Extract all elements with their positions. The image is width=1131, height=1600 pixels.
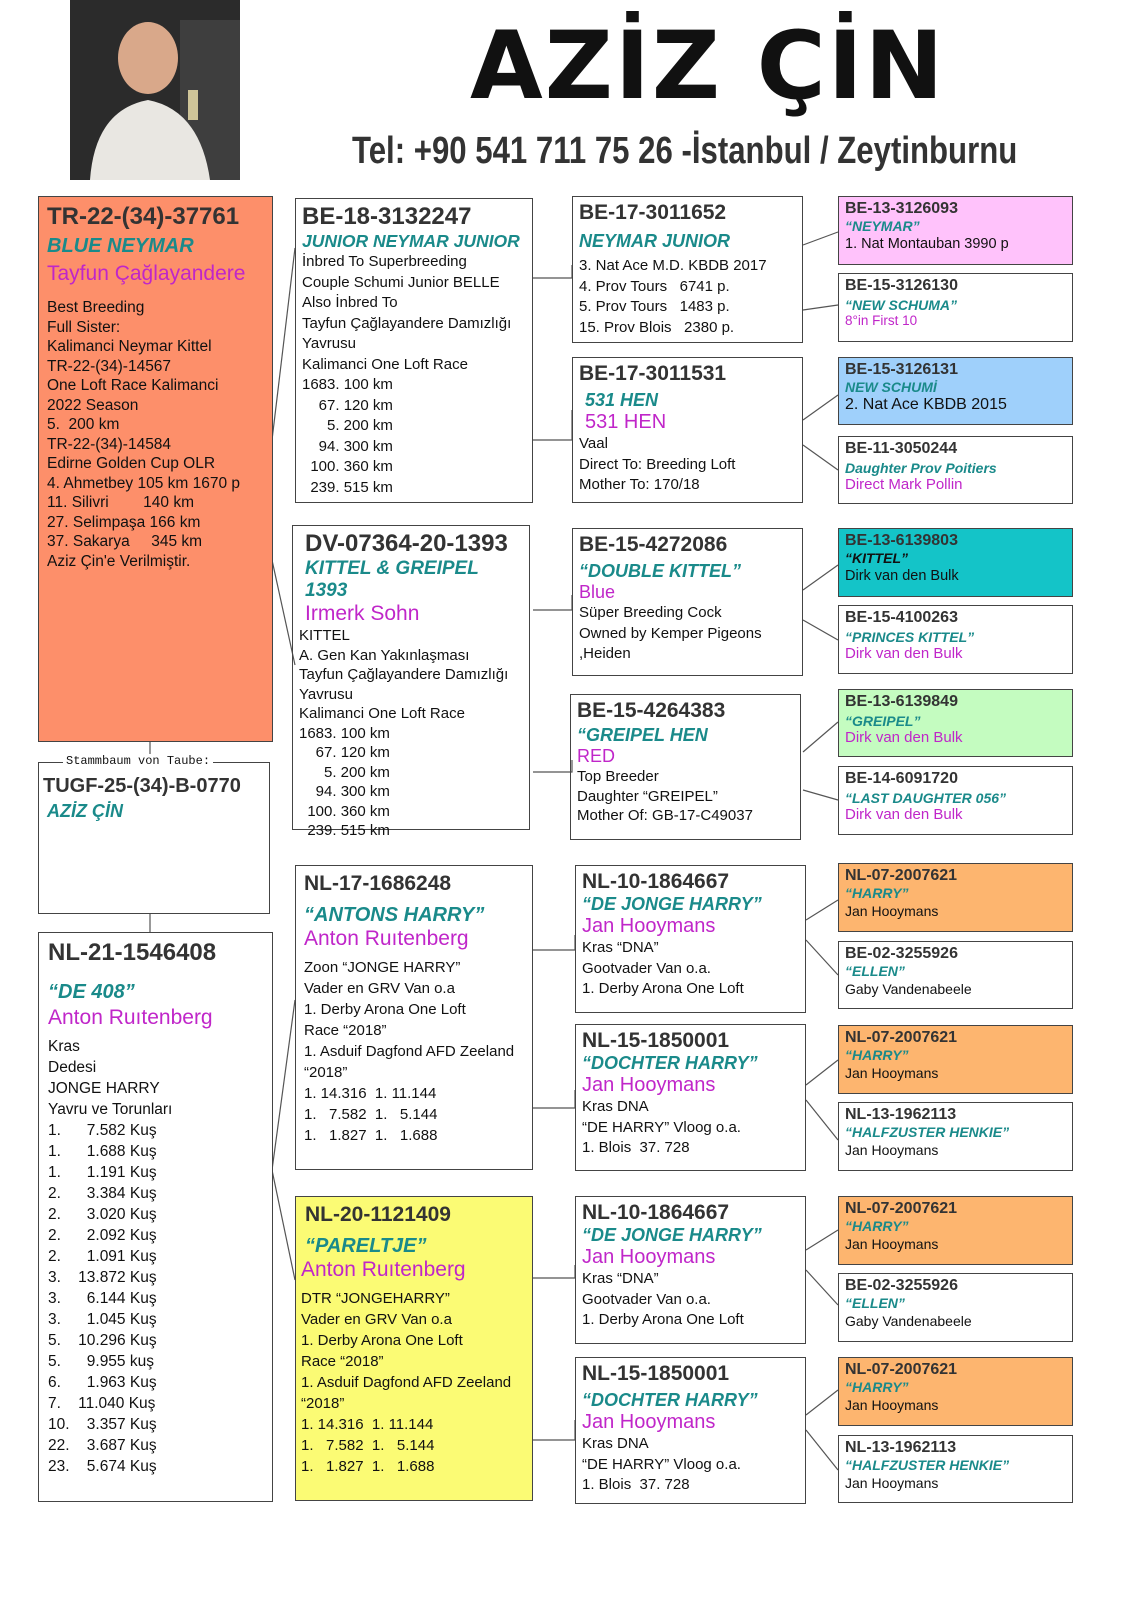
ring-number: NL-17-1686248: [304, 872, 452, 895]
gen4-box-12: [838, 1102, 1073, 1171]
dam-line: 22. 3.687 Kuş: [48, 1437, 157, 1454]
ring-number: NL-15-1850001: [582, 1362, 730, 1385]
pigeon-name: “HARRY”: [845, 1218, 909, 1234]
gen4-box-13: [838, 1196, 1073, 1265]
ring-number: DV-07364-20-1393: [305, 530, 508, 557]
info-line: Kras “DNA”: [582, 1270, 659, 1287]
info-line: 100. 360 km: [302, 458, 393, 475]
dam-line: 5. 9.955 kuş: [48, 1353, 154, 1370]
info-line: Direct To: Breeding Loft: [579, 455, 736, 473]
ring-number: BE-14-6091720: [845, 770, 958, 787]
info-line: Yavrusu: [299, 685, 353, 703]
info-line: Kras DNA: [582, 1435, 649, 1452]
gen4-box-16: [838, 1435, 1073, 1503]
ring-number: NL-13-1962113: [845, 1439, 957, 1456]
gen3-box-3: [572, 528, 803, 676]
breeder-name: RED: [577, 746, 616, 766]
gen4-box-15: [838, 1357, 1073, 1426]
info-line: Gootvader Van o.a.: [582, 1290, 711, 1308]
dam-line: 1. 1.191 Kuş: [48, 1164, 157, 1181]
info-line: 1. 7.582 1. 5.144: [304, 1106, 438, 1123]
info-line: A. Gen Kan Yakınlaşması: [299, 646, 470, 664]
info-line: Vader en GRV Van o.a: [301, 1311, 452, 1328]
dam-line: 6. 1.963 Kuş: [48, 1374, 157, 1391]
ring-number: BE-15-4100263: [845, 609, 958, 626]
sire-line: Best Breeding: [47, 299, 145, 316]
info-line: 5. 200 km: [302, 417, 393, 434]
info-line: 239. 515 km: [302, 478, 393, 496]
info-line: İnbred To Superbreeding: [302, 253, 467, 270]
dam-line: 5. 10.296 Kuş: [48, 1332, 157, 1349]
gen3-box-5: [575, 865, 806, 1013]
sire-line: Full Sister:: [47, 318, 121, 336]
info-line: 1. 14.316 1. 11.144: [301, 1416, 434, 1433]
sire-line: TR-22-(34)-14584: [47, 435, 172, 453]
pigeon-name: “HALFZUSTER HENKIE”: [845, 1124, 1010, 1140]
dam-name: “DE 408”: [48, 981, 135, 1003]
pigeon-name: “DOCHTER HARRY”: [582, 1053, 758, 1073]
dam-line: 2. 3.384 Kuş: [48, 1185, 157, 1202]
pigeon-name: KITTEL & GREIPEL 1393: [305, 558, 479, 601]
sire-line: TR-22-(34)-14567: [47, 357, 172, 375]
page-title: AZİZ ÇİN: [470, 12, 946, 121]
pigeon-name: JUNIOR NEYMAR JUNIOR: [302, 231, 520, 251]
breeder-name: 8°in First 10: [845, 313, 918, 328]
ring-number: BE-15-4272086: [579, 533, 728, 556]
info-line: 239. 515 km: [299, 822, 390, 839]
ring-number: BE-13-6139849: [845, 693, 958, 710]
sire-line: 2022 Season: [47, 396, 139, 414]
info-line: Kras DNA: [582, 1098, 649, 1115]
dam-breeder: Anton Ruıtenberg: [48, 1006, 213, 1029]
ring-number: NL-13-1962113: [845, 1106, 957, 1123]
info-line: Jan Hooymans: [845, 1397, 939, 1413]
info-line: Top Breeder: [577, 768, 659, 785]
gen3-box-4: [570, 694, 801, 840]
info-line: 1. Blois 37. 728: [582, 1476, 690, 1493]
dam-line: 2. 2.092 Kuş: [48, 1227, 157, 1244]
info-line: 67. 120 km: [299, 744, 390, 761]
info-line: 5. Prov Tours 1483 p.: [579, 298, 730, 315]
info-line: Zoon “JONGE HARRY”: [304, 959, 461, 976]
pigeon-name: “LAST DAUGHTER 056”: [845, 790, 1007, 806]
pigeon-name: “NEW SCHUMA”: [845, 297, 957, 313]
dam-line: 1. 1.688 Kuş: [48, 1143, 157, 1160]
pigeon-name: “GREIPEL HEN: [577, 725, 708, 745]
dam-line: 1. 7.582 Kuş: [48, 1122, 157, 1139]
info-line: 1. 7.582 1. 5.144: [301, 1437, 435, 1454]
ring-number: BE-02-3255926: [845, 1277, 958, 1294]
pigeon-name: “DE JONGE HARRY”: [582, 1225, 762, 1245]
info-line: Vader en GRV Van o.a: [304, 980, 455, 997]
ring-number: NL-10-1864667: [582, 1201, 730, 1224]
dam-line: Dedesi: [48, 1059, 97, 1076]
gen2-box-3: [295, 865, 533, 1170]
gen4-box-9: [838, 863, 1073, 932]
info-line: Daughter “GREIPEL”: [577, 787, 718, 805]
gen2-box-2: [292, 525, 530, 839]
info-line: Tayfun Çağlayandere Damızlığı: [299, 666, 509, 683]
gen3-box-7: [575, 1196, 806, 1344]
gen3-box-2: [572, 357, 803, 503]
breeder-name: Dirk van den Bulk: [845, 806, 963, 823]
ring-number: NL-07-2007621: [845, 1361, 958, 1378]
dam-line: 23. 5.674 Kuş: [48, 1458, 157, 1475]
info-line: Race “2018”: [301, 1353, 384, 1370]
pigeon-name: “HARRY”: [845, 885, 909, 901]
breeder-name: Irmerk Sohn: [305, 602, 420, 625]
dam-line: 2. 3.020 Kuş: [48, 1206, 157, 1223]
pigeon-name: “PARELTJE”: [305, 1235, 427, 1257]
breeder-name: Jan Hooymans: [582, 915, 716, 937]
info-line: 15. Prov Blois 2380 p.: [579, 318, 735, 336]
gen4-box-10: [838, 941, 1073, 1009]
info-line: Mother Of: GB-17-C49037: [577, 807, 753, 824]
dam-ring: NL-21-1546408: [48, 939, 217, 966]
pigeon-name: “NEYMAR”: [845, 218, 920, 234]
sire-line: 4. Ahmetbey 105 km 1670 p: [47, 474, 241, 492]
sire-line: Edirne Golden Cup OLR: [47, 455, 216, 472]
sire-line: Aziz Çin'e Verilmiştir.: [47, 552, 191, 570]
pigeon-name: “HARRY”: [845, 1047, 909, 1063]
telephone-line: Tel: +90 541 711 75 26 -İstanbul / Zeytinburnu: [352, 130, 1018, 172]
pigeon-name: “HALFZUSTER HENKIE”: [845, 1457, 1010, 1473]
ring-number: BE-13-3126093: [845, 200, 958, 217]
info-line: Couple Schumi Junior BELLE: [302, 273, 500, 291]
info-line: Jan Hooymans: [845, 903, 939, 919]
info-line: Owned by Kemper Pigeons: [579, 624, 762, 642]
info-line: Jan Hooymans: [845, 1065, 939, 1081]
gen4-box-5: [838, 528, 1073, 597]
ring-number: BE-17-3011531: [579, 362, 727, 385]
gen3-box-8: [575, 1357, 806, 1504]
info-line: 1. Derby Arona One Loft: [304, 1001, 466, 1018]
info-line: 94. 300 km: [302, 437, 393, 455]
stammbaum-box: [38, 754, 270, 914]
info-line: Süper Breeding Cock: [579, 604, 722, 621]
gen4-box-3: [838, 357, 1073, 425]
info-line: 1. Asduif Dagfond AFD Zeeland: [304, 1043, 515, 1060]
info-line: Jan Hooymans: [845, 1475, 939, 1491]
dam-line: 10. 3.357 Kuş: [48, 1416, 157, 1433]
sire-line: 37. Sakarya 345 km: [47, 533, 203, 550]
pigeon-name: “PRINCES KITTEL”: [845, 629, 975, 645]
info-line: “2018”: [304, 1064, 348, 1081]
info-line: 3. Nat Ace M.D. KBDB 2017: [579, 257, 767, 274]
pigeon-name: NEYMAR JUNIOR: [579, 231, 731, 251]
info-line: 100. 360 km: [299, 802, 390, 820]
gen4-box-2: [838, 273, 1073, 342]
info-line: 4. Prov Tours 6741 p.: [579, 277, 730, 295]
breeder-name: Jan Hooymans: [582, 1074, 716, 1096]
info-line: 1. Derby Arona One Loft: [582, 1311, 744, 1328]
sire-line: 27. Selimpaşa 166 km: [47, 513, 201, 531]
info-line: Gaby Vandenabeele: [845, 981, 972, 997]
sire-line: Kalimanci Neymar Kittel: [47, 338, 212, 355]
dam-line: 3. 1.045 Kuş: [48, 1311, 157, 1328]
info-line: 1. Nat Montauban 3990 p: [845, 236, 1009, 252]
info-line: Tayfun Çağlayandere Damızlığı: [302, 314, 512, 332]
gen4-box-1: [838, 196, 1073, 265]
info-line: Kalimanci One Loft Race: [302, 355, 468, 373]
gen4-box-4: [838, 436, 1073, 504]
info-line: Gaby Vandenabeele: [845, 1313, 972, 1329]
info-line: KITTEL: [299, 627, 350, 644]
info-line: “2018”: [301, 1395, 345, 1412]
pigeon-name: “ANTONS HARRY”: [304, 904, 485, 926]
gen4-box-8: [838, 766, 1073, 835]
dam-line: 3. 13.872 Kuş: [48, 1269, 157, 1286]
gen4-box-7: [838, 689, 1073, 757]
pigeon-name: “HARRY”: [845, 1379, 909, 1395]
ring-number: NL-07-2007621: [845, 1200, 958, 1217]
ring-number: NL-10-1864667: [582, 870, 730, 893]
info-line: 1. Blois 37. 728: [582, 1139, 690, 1156]
pigeon-name: “DOCHTER HARRY”: [582, 1390, 758, 1410]
info-line: 5. 200 km: [299, 763, 390, 781]
info-line: 2. Nat Ace KBDB 2015: [845, 396, 1007, 413]
info-line: 1. 1.827 1. 1.688: [301, 1458, 435, 1475]
info-line: 1. Asduif Dagfond AFD Zeeland: [301, 1374, 512, 1391]
gen3-box-1: [572, 196, 803, 343]
dam-line: 2. 1.091 Kuş: [48, 1248, 157, 1265]
breeder-name: Anton Ruıtenberg: [304, 927, 469, 950]
gen4-box-11: [838, 1025, 1073, 1094]
pigeon-name: “ELLEN”: [845, 1295, 905, 1311]
breeder-name: Blue: [579, 582, 616, 602]
owner-photo: [70, 0, 240, 180]
ring-number: NL-20-1121409: [305, 1203, 451, 1226]
pigeon-name: “DOUBLE KITTEL”: [579, 561, 741, 581]
info-line: 1. 14.316 1. 11.144: [304, 1085, 437, 1102]
ring-number: NL-15-1850001: [582, 1029, 730, 1052]
info-line: Also İnbred To: [302, 294, 398, 311]
info-line: 1. Derby Arona One Loft: [301, 1332, 463, 1349]
ring-number: BE-02-3255926: [845, 945, 958, 962]
info-line: 1683. 100 km: [302, 376, 393, 393]
gen3-box-6: [575, 1024, 806, 1171]
breeder-name: Jan Hooymans: [582, 1246, 716, 1268]
dam-line: Yavru ve Torunları: [48, 1101, 173, 1118]
breeder-name: Dirk van den Bulk: [845, 645, 963, 662]
sire-line: 11. Silivri 140 km: [47, 494, 195, 511]
info-line: Gootvader Van o.a.: [582, 959, 711, 977]
breeder-name: Anton Ruıtenberg: [301, 1258, 466, 1281]
info-line: Race “2018”: [304, 1022, 387, 1039]
info-line: Vaal: [579, 435, 608, 452]
breeder-name: 531 HEN: [585, 411, 667, 433]
pigeon-name: 531 HEN: [585, 390, 659, 410]
gen4-box-6: [838, 605, 1073, 674]
pigeon-name: “GREIPEL”: [845, 713, 921, 729]
info-line: Jan Hooymans: [845, 1142, 939, 1158]
pigeon-name: Daughter Prov Poitiers: [845, 460, 997, 476]
stammbaum-label: Stammbaum von Taube:: [63, 754, 213, 768]
sire-line: 5. 200 km: [47, 416, 120, 433]
info-line: Mother To: 170/18: [579, 476, 700, 493]
info-line: DTR “JONGEHARRY”: [301, 1290, 450, 1307]
gen2-box-4: [295, 1196, 533, 1501]
info-line: “DE HARRY” Vloog o.a.: [582, 1455, 741, 1473]
info-line: Kras “DNA”: [582, 939, 659, 956]
pigeon-name: NEW SCHUMİ: [845, 379, 937, 395]
gen2-box-1: [295, 198, 533, 503]
breeder-name: Direct Mark Pollin: [845, 476, 963, 493]
info-line: 1683. 100 km: [299, 724, 390, 742]
info-line: 67. 120 km: [302, 396, 393, 414]
dam-line: 7. 11.040 Kuş: [48, 1395, 156, 1412]
info-line: Kalimanci One Loft Race: [299, 705, 465, 722]
sire-name: BLUE NEYMAR: [47, 235, 194, 257]
sire-breeder: Tayfun Çağlayandere: [47, 262, 246, 285]
ring-number: BE-17-3011652: [579, 201, 727, 224]
ring-number: BE-11-3050244: [845, 440, 958, 457]
ring-number: BE-15-4264383: [577, 699, 726, 722]
ring-number: BE-15-3126131: [845, 361, 958, 378]
info-line: ,Heiden: [579, 645, 631, 662]
dam-line: 3. 6.144 Kuş: [48, 1290, 157, 1307]
info-line: “DE HARRY” Vloog o.a.: [582, 1118, 741, 1136]
info-line: 1. Derby Arona One Loft: [582, 980, 744, 997]
ring-number: BE-13-6139803: [845, 532, 958, 549]
gen4-box-14: [838, 1273, 1073, 1342]
ring-number: NL-07-2007621: [845, 1029, 958, 1046]
info-line: Yavrusu: [302, 335, 356, 352]
dam-line: Kras: [48, 1038, 80, 1055]
ring-number: NL-07-2007621: [845, 867, 958, 884]
sire-box: [38, 196, 273, 742]
pigeon-name: “DE JONGE HARRY”: [582, 894, 762, 914]
pigeon-name: “KITTEL”: [845, 550, 908, 566]
ring-number: BE-18-3132247: [302, 203, 472, 230]
info-line: 94. 300 km: [299, 783, 390, 800]
breeder-name: Jan Hooymans: [582, 1411, 716, 1433]
info-line: 1. 1.827 1. 1.688: [304, 1127, 438, 1144]
breeder-name: Dirk van den Bulk: [845, 729, 963, 746]
dam-line: JONGE HARRY: [48, 1080, 160, 1097]
stammbaum-ring: TUGF-25-(34)-B-0770: [43, 775, 241, 797]
sire-ring: TR-22-(34)-37761: [47, 203, 240, 230]
dam-box: [38, 932, 273, 1502]
info-line: Dirk van den Bulk: [845, 568, 959, 584]
stammbaum-owner: AZİZ ÇİN: [47, 801, 123, 821]
ring-number: BE-15-3126130: [845, 277, 958, 294]
info-line: Jan Hooymans: [845, 1236, 939, 1252]
pigeon-name: “ELLEN”: [845, 963, 905, 979]
sire-line: One Loft Race Kalimanci: [47, 377, 219, 394]
